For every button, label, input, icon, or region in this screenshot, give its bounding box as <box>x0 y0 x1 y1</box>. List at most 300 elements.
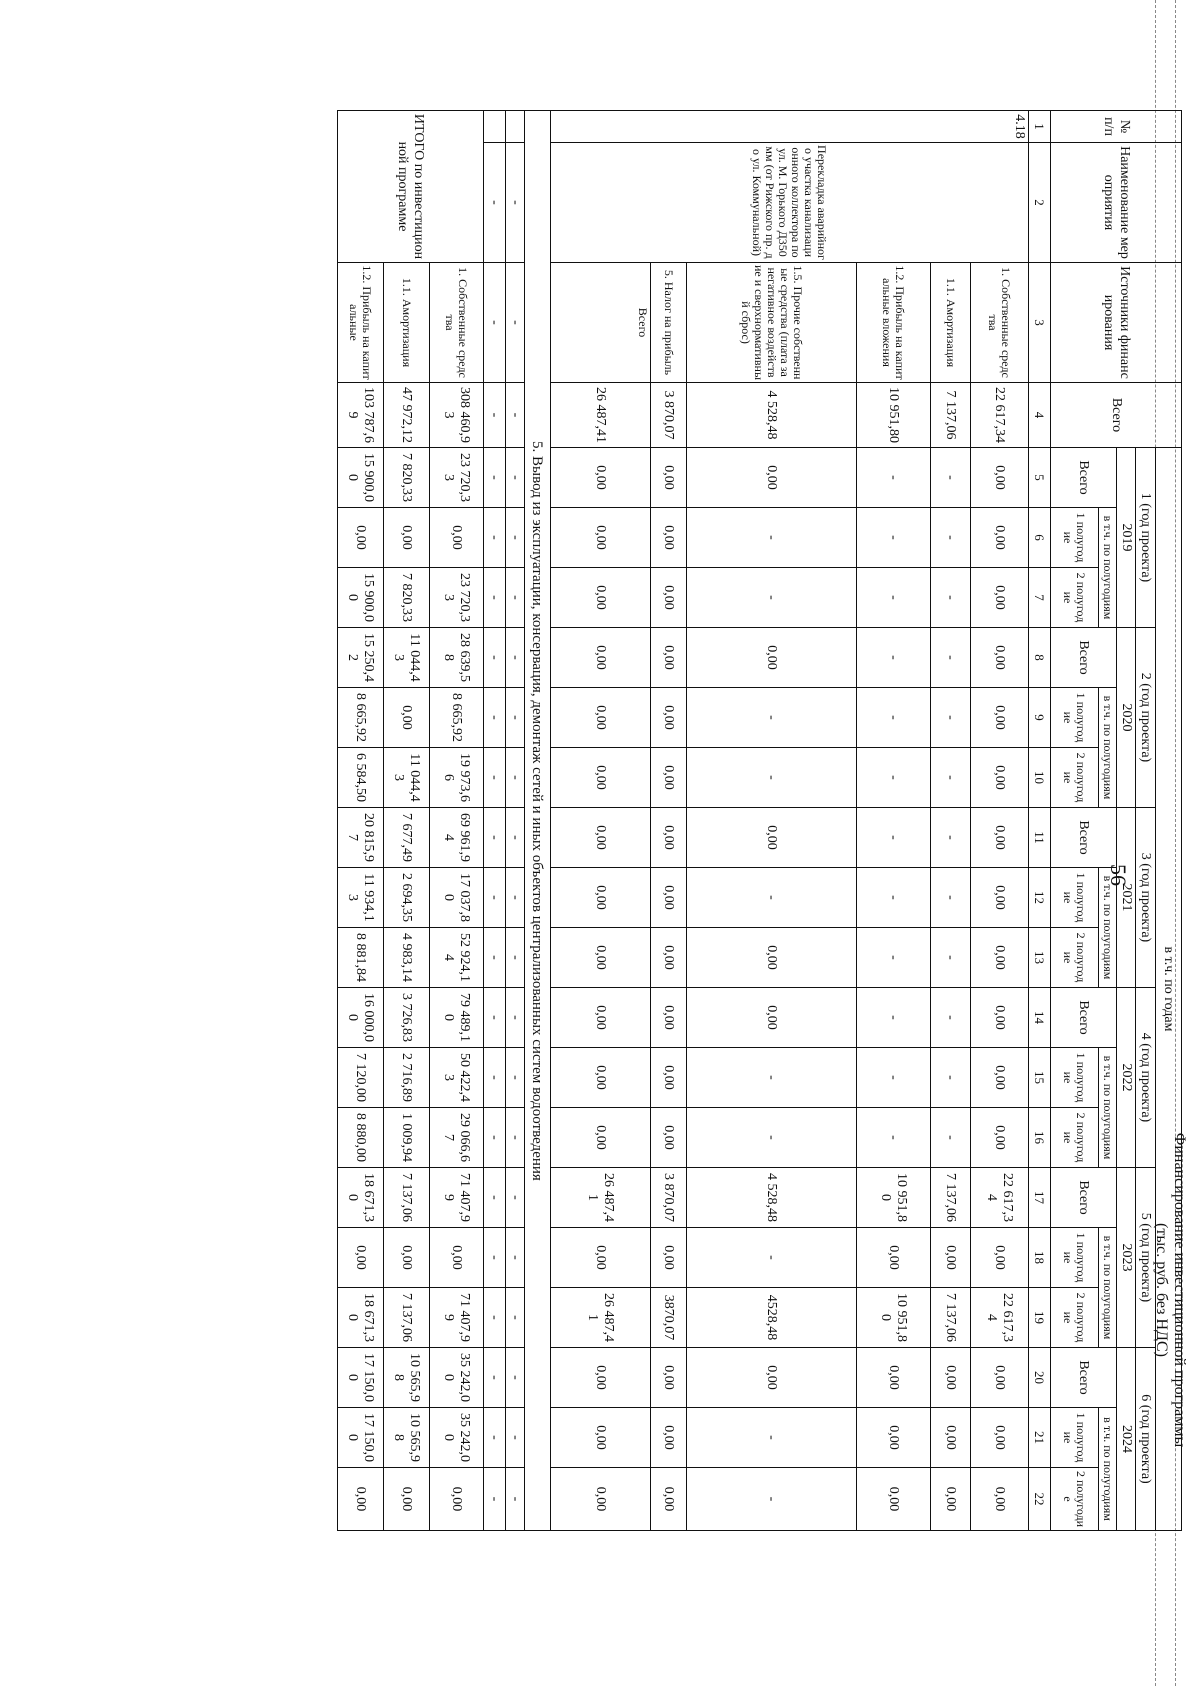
value-cell: - <box>857 628 931 688</box>
section-5-heading: 5. Вывод из эксплуатации, консервация, демонтаж сетей и иных объектов централизованных систем водоотведения <box>525 111 551 1531</box>
value-cell: - <box>687 508 857 568</box>
value-cell: - <box>687 1048 857 1108</box>
value-cell: 0,00 <box>651 988 687 1048</box>
value-cell: 0,00 <box>384 508 430 568</box>
value-cell: 0,00 <box>971 568 1029 628</box>
dash-cell: - <box>484 508 506 568</box>
dash-cell: - <box>506 988 525 1048</box>
value-cell: 0,00 <box>551 1408 651 1468</box>
value-cell: 29 066,67 <box>430 1108 484 1168</box>
column-number: 1 <box>1029 111 1051 143</box>
value-cell: 0,00 <box>651 808 687 868</box>
header-year-value: 2023 <box>1117 1168 1136 1348</box>
column-number: 18 <box>1029 1228 1051 1288</box>
header-by-half: в т.ч. по полугодиям <box>1099 688 1117 808</box>
value-cell: 3 870,07 <box>651 383 687 448</box>
value-cell: 3870,07 <box>651 1288 687 1348</box>
value-cell: 7 137,06 <box>384 1168 430 1228</box>
value-cell: 0,00 <box>687 628 857 688</box>
value-cell: - <box>687 688 857 748</box>
value-cell: 71 407,99 <box>430 1168 484 1228</box>
value-cell: 0,00 <box>551 1348 651 1408</box>
value-cell: - <box>931 688 971 748</box>
value-cell: - <box>857 808 931 868</box>
column-number: 19 <box>1029 1288 1051 1348</box>
value-cell: - <box>857 1048 931 1108</box>
dash-cell: - <box>506 448 525 508</box>
table-row <box>651 111 687 1531</box>
header-total: Всего <box>1051 383 1182 448</box>
value-cell: 1 009,94 <box>384 1108 430 1168</box>
header-by-years: в т.ч. по годам <box>1156 448 1182 1531</box>
table-units: (тыс. руб. без НДС) <box>1153 1223 1170 1357</box>
value-cell: - <box>857 448 931 508</box>
dash-cell: - <box>484 748 506 808</box>
header-year-total: Всего <box>1051 1348 1117 1408</box>
value-cell: 10 565,98 <box>384 1348 430 1408</box>
column-number: 11 <box>1029 808 1051 868</box>
header-year-value: 2022 <box>1117 988 1136 1168</box>
value-cell: 0,00 <box>384 688 430 748</box>
header-by-half: в т.ч. по полугодиям <box>1099 1408 1117 1531</box>
value-cell: 52 924,14 <box>430 928 484 988</box>
header-by-half: в т.ч. по полугодиям <box>1099 1048 1117 1168</box>
header-year-total: Всего <box>1051 808 1117 868</box>
header-year-value: 2021 <box>1117 808 1136 988</box>
dash-cell: - <box>484 628 506 688</box>
dash-cell: - <box>484 448 506 508</box>
value-cell: 0,00 <box>430 1468 484 1531</box>
value-cell: 3 870,07 <box>651 1168 687 1228</box>
header-year-value: 2020 <box>1117 628 1136 808</box>
dash-cell: - <box>506 1168 525 1228</box>
header-year-2: 2 (год проекта) <box>1136 628 1156 808</box>
column-number: 15 <box>1029 1048 1051 1108</box>
value-cell: 28 639,58 <box>430 628 484 688</box>
header-name: Наименование мероприятия <box>1051 143 1182 263</box>
value-cell: - <box>687 1228 857 1288</box>
value-cell: 17 037,80 <box>430 868 484 928</box>
value-cell: 0,00 <box>857 1468 931 1531</box>
value-cell: - <box>857 688 931 748</box>
value-cell: 0,00 <box>971 748 1029 808</box>
value-cell: 8 665,92 <box>430 688 484 748</box>
value-cell: 0,00 <box>551 1108 651 1168</box>
table-row <box>338 111 384 1531</box>
value-cell: 0,00 <box>971 508 1029 568</box>
value-cell: 0,00 <box>551 928 651 988</box>
source-cell: 1.2. Прибыль на капитальные <box>338 263 384 383</box>
value-cell: 0,00 <box>551 988 651 1048</box>
value-cell: - <box>857 928 931 988</box>
value-cell: 0,00 <box>971 1108 1029 1168</box>
column-number: 21 <box>1029 1408 1051 1468</box>
value-cell: 79 489,10 <box>430 988 484 1048</box>
value-cell: 15 900,00 <box>338 568 384 628</box>
value-cell: - <box>931 868 971 928</box>
dash-cell: - <box>506 1348 525 1408</box>
value-cell: 0,00 <box>651 688 687 748</box>
value-cell: 11 934,13 <box>338 868 384 928</box>
value-cell: 308 460,93 <box>430 383 484 448</box>
value-cell: 0,00 <box>651 448 687 508</box>
value-cell: 0,00 <box>651 508 687 568</box>
value-cell: 0,00 <box>651 928 687 988</box>
value-cell: 8 881,84 <box>338 928 384 988</box>
value-cell: 0,00 <box>551 868 651 928</box>
column-number: 16 <box>1029 1108 1051 1168</box>
header-half-2: 2 полугодие <box>1051 1468 1099 1531</box>
value-cell: 7 677,49 <box>384 808 430 868</box>
value-cell: 7 820,33 <box>384 568 430 628</box>
value-cell: 0,00 <box>651 628 687 688</box>
header-half-2: 2 полугодие <box>1051 928 1099 988</box>
dash-cell: - <box>484 1408 506 1468</box>
value-cell: 6 584,50 <box>338 748 384 808</box>
value-cell: 50 422,43 <box>430 1048 484 1108</box>
source-cell: Всего <box>551 263 651 383</box>
value-cell: 0,00 <box>971 1228 1029 1288</box>
column-number: 3 <box>1029 263 1051 383</box>
header-half-2: 2 полугодие <box>1051 748 1099 808</box>
dash-cell: - <box>484 928 506 988</box>
value-cell: 0,00 <box>651 1228 687 1288</box>
dash-cell: - <box>506 1108 525 1168</box>
value-cell: 2 694,35 <box>384 868 430 928</box>
column-number: 7 <box>1029 568 1051 628</box>
header-num: № п/п <box>1051 111 1182 143</box>
value-cell: 35 242,00 <box>430 1408 484 1468</box>
value-cell: 0,00 <box>551 568 651 628</box>
dash-cell: - <box>484 1288 506 1348</box>
dash-cell: - <box>484 808 506 868</box>
dash-cell: - <box>506 383 525 448</box>
dash-cell: - <box>506 688 525 748</box>
value-cell: 0,00 <box>687 1348 857 1408</box>
total-label: ИТОГО по инвестиционной программе <box>338 111 484 263</box>
value-cell: 3 726,83 <box>384 988 430 1048</box>
value-cell: 17 150,00 <box>338 1348 384 1408</box>
header-source: Источники финансирования <box>1051 263 1182 383</box>
value-cell: 8 880,00 <box>338 1108 384 1168</box>
page-number: 56 <box>1106 864 1131 886</box>
value-cell: 0,00 <box>931 1408 971 1468</box>
value-cell: 0,00 <box>651 1348 687 1408</box>
value-cell: 10 951,80 <box>857 1168 931 1228</box>
value-cell: 0,00 <box>971 1048 1029 1108</box>
value-cell: 22 617,34 <box>971 1288 1029 1348</box>
dash-cell: - <box>484 1468 506 1531</box>
value-cell: - <box>931 568 971 628</box>
value-cell: 0,00 <box>971 988 1029 1048</box>
value-cell: - <box>687 748 857 808</box>
value-cell: 0,00 <box>651 1048 687 1108</box>
value-cell: 16 000,00 <box>338 988 384 1048</box>
value-cell: - <box>857 508 931 568</box>
value-cell: 0,00 <box>687 448 857 508</box>
column-number: 10 <box>1029 748 1051 808</box>
header-half-1: 1 полугодие <box>1051 868 1099 928</box>
value-cell: - <box>931 1108 971 1168</box>
value-cell: - <box>687 868 857 928</box>
column-number: 12 <box>1029 868 1051 928</box>
column-number-row <box>1029 111 1051 1531</box>
column-number: 4 <box>1029 383 1051 448</box>
value-cell: 10 951,80 <box>857 1288 931 1348</box>
table-row <box>384 111 430 1531</box>
table-row <box>484 111 506 1531</box>
value-cell: 0,00 <box>651 748 687 808</box>
value-cell: - <box>931 928 971 988</box>
value-cell: - <box>687 1108 857 1168</box>
value-cell: 0,00 <box>971 1468 1029 1531</box>
value-cell: 0,00 <box>338 508 384 568</box>
value-cell: - <box>931 988 971 1048</box>
dash-cell: - <box>506 1048 525 1108</box>
column-number: 8 <box>1029 628 1051 688</box>
value-cell: 0,00 <box>551 808 651 868</box>
dash-cell: - <box>484 1168 506 1228</box>
dash-cell: - <box>484 263 506 383</box>
value-cell: 0,00 <box>857 1408 931 1468</box>
dash-cell: - <box>506 808 525 868</box>
table-row <box>857 111 931 1531</box>
header-year-total: Всего <box>1051 628 1117 688</box>
value-cell: 22 617,34 <box>971 1168 1029 1228</box>
header-half-2: 2 полугодие <box>1051 1108 1099 1168</box>
table-row <box>525 111 551 1531</box>
table-row <box>430 111 484 1531</box>
value-cell: 0,00 <box>551 1228 651 1288</box>
table-row <box>931 111 971 1531</box>
header-year-value: 2024 <box>1117 1348 1136 1531</box>
value-cell: 69 961,94 <box>430 808 484 868</box>
value-cell: 103 787,69 <box>338 383 384 448</box>
value-cell: 0,00 <box>971 628 1029 688</box>
value-cell: 11 044,43 <box>384 748 430 808</box>
value-cell: 0,00 <box>551 688 651 748</box>
value-cell: 17 150,00 <box>338 1408 384 1468</box>
value-cell: 7 137,06 <box>931 1288 971 1348</box>
value-cell: 0,00 <box>384 1228 430 1288</box>
dash-cell: - <box>506 628 525 688</box>
dash-cell: - <box>484 988 506 1048</box>
value-cell: 0,00 <box>687 808 857 868</box>
value-cell: 0,00 <box>651 1108 687 1168</box>
value-cell: 0,00 <box>857 1228 931 1288</box>
value-cell: - <box>931 628 971 688</box>
value-cell: 0,00 <box>430 508 484 568</box>
value-cell: 10 565,98 <box>384 1408 430 1468</box>
value-cell: 8 665,92 <box>338 688 384 748</box>
header-year-total: Всего <box>1051 1168 1117 1228</box>
dash-cell: - <box>506 1468 525 1531</box>
header-half-1: 1 полугодие <box>1051 1228 1099 1288</box>
value-cell: 0,00 <box>551 1468 651 1531</box>
value-cell: 0,00 <box>338 1228 384 1288</box>
column-number: 13 <box>1029 928 1051 988</box>
source-cell: 1.5. Прочие собственные средства (плата за негативное воздействие и сверхнормативный сброс) <box>687 263 857 383</box>
header-by-half: в т.ч. по полугодиям <box>1099 868 1117 988</box>
table-row <box>971 111 1029 1531</box>
source-cell: 5. Налог на прибыль <box>651 263 687 383</box>
header-half-1: 1 полугодие <box>1051 688 1099 748</box>
value-cell: - <box>687 1408 857 1468</box>
value-cell: 10 951,80 <box>857 383 931 448</box>
financing-table <box>337 110 1182 1531</box>
value-cell: 35 242,00 <box>430 1348 484 1408</box>
value-cell: - <box>687 1468 857 1531</box>
value-cell: 26 487,41 <box>551 383 651 448</box>
value-cell: 0,00 <box>551 748 651 808</box>
table-row <box>551 111 651 1531</box>
value-cell: 0,00 <box>651 568 687 628</box>
source-cell: 1.1. Амортизация <box>931 263 971 383</box>
value-cell: - <box>857 1108 931 1168</box>
value-cell: 0,00 <box>551 448 651 508</box>
dash-cell: - <box>484 383 506 448</box>
column-number: 17 <box>1029 1168 1051 1228</box>
dash-cell: - <box>484 688 506 748</box>
value-cell: - <box>857 748 931 808</box>
value-cell: - <box>857 868 931 928</box>
value-cell: 0,00 <box>687 928 857 988</box>
dash-cell: - <box>484 868 506 928</box>
table-title: Финансирование инвестиционной программы <box>1171 1132 1188 1448</box>
value-cell: 7 820,33 <box>384 448 430 508</box>
value-cell: 0,00 <box>338 1468 384 1531</box>
value-cell: 4 528,48 <box>687 1168 857 1228</box>
value-cell: 26 487,41 <box>551 1168 651 1228</box>
value-cell: 0,00 <box>971 868 1029 928</box>
value-cell: 0,00 <box>384 1468 430 1531</box>
source-cell: 1. Собственные средства <box>430 263 484 383</box>
value-cell: 23 720,33 <box>430 448 484 508</box>
value-cell: 26 487,41 <box>551 1288 651 1348</box>
value-cell: 7 120,00 <box>338 1048 384 1108</box>
value-cell: 19 973,66 <box>430 748 484 808</box>
dash-cell: - <box>506 508 525 568</box>
value-cell: 0,00 <box>651 868 687 928</box>
value-cell: 2 716,89 <box>384 1048 430 1108</box>
value-cell: 20 815,97 <box>338 808 384 868</box>
header-half-1: 1 полугодие <box>1051 508 1099 568</box>
value-cell: 0,00 <box>651 1468 687 1531</box>
value-cell: - <box>857 988 931 1048</box>
value-cell: 0,00 <box>551 628 651 688</box>
header-year-5: 5 (год проекта) <box>1136 1168 1156 1348</box>
value-cell: 11 044,43 <box>384 628 430 688</box>
value-cell: 18 671,30 <box>338 1168 384 1228</box>
value-cell: 22 617,34 <box>971 383 1029 448</box>
value-cell: 0,00 <box>857 1348 931 1408</box>
value-cell: 4 983,14 <box>384 928 430 988</box>
header-half-2: 2 полугодие <box>1051 1288 1099 1348</box>
header-half-2: 2 полугодие <box>1051 568 1099 628</box>
value-cell: - <box>687 568 857 628</box>
value-cell: 0,00 <box>971 688 1029 748</box>
value-cell: 7 137,06 <box>931 383 971 448</box>
project-num: 4.18 <box>551 111 1029 143</box>
value-cell: 0,00 <box>971 928 1029 988</box>
value-cell: - <box>931 448 971 508</box>
project-name: Перекладка аварийного участка канализационного коллектора по ул. М. Горького Д350 мм (от Рижского пр. до ул. Коммунальной) <box>551 143 1029 263</box>
dash-cell: - <box>506 568 525 628</box>
value-cell: 0,00 <box>971 808 1029 868</box>
column-number: 14 <box>1029 988 1051 1048</box>
dash-cell: - <box>484 143 506 263</box>
column-number: 5 <box>1029 448 1051 508</box>
dash-cell: - <box>484 568 506 628</box>
value-cell: - <box>931 748 971 808</box>
value-cell: 71 407,99 <box>430 1288 484 1348</box>
value-cell: 4 528,48 <box>687 383 857 448</box>
header-year-3: 3 (год проекта) <box>1136 808 1156 988</box>
value-cell: 0,00 <box>430 1228 484 1288</box>
header-year-4: 4 (год проекта) <box>1136 988 1156 1168</box>
value-cell: 0,00 <box>687 988 857 1048</box>
dash-cell: - <box>506 868 525 928</box>
empty-cell <box>506 111 525 143</box>
dash-cell: - <box>484 1348 506 1408</box>
dash-cell: - <box>506 1408 525 1468</box>
column-number: 20 <box>1029 1348 1051 1408</box>
value-cell: 15 250,42 <box>338 628 384 688</box>
dash-cell: - <box>484 1228 506 1288</box>
dash-cell: - <box>506 748 525 808</box>
value-cell: 15 900,00 <box>338 448 384 508</box>
column-number: 22 <box>1029 1468 1051 1531</box>
value-cell: 4528,48 <box>687 1288 857 1348</box>
header-half-1: 1 полугодие <box>1051 1408 1099 1468</box>
dash-cell: - <box>506 1228 525 1288</box>
column-number: 6 <box>1029 508 1051 568</box>
value-cell: 0,00 <box>971 1348 1029 1408</box>
table-row <box>687 111 857 1531</box>
value-cell: - <box>931 1048 971 1108</box>
dash-cell: - <box>506 263 525 383</box>
header-half-1: 1 полугодие <box>1051 1048 1099 1108</box>
value-cell: 0,00 <box>931 1348 971 1408</box>
value-cell: 23 720,33 <box>430 568 484 628</box>
value-cell: 7 137,06 <box>931 1168 971 1228</box>
header-year-value: 2019 <box>1117 448 1136 628</box>
value-cell: 0,00 <box>551 1048 651 1108</box>
column-number: 9 <box>1029 688 1051 748</box>
value-cell: 47 972,12 <box>384 383 430 448</box>
header-year-1: 1 (год проекта) <box>1136 448 1156 628</box>
rotated-page-content <box>220 110 1200 1640</box>
value-cell: 0,00 <box>971 1408 1029 1468</box>
value-cell: - <box>931 808 971 868</box>
table-row <box>506 111 525 1531</box>
dash-cell: - <box>484 1108 506 1168</box>
dash-cell: - <box>506 143 525 263</box>
value-cell: 0,00 <box>551 508 651 568</box>
value-cell: - <box>931 508 971 568</box>
value-cell: 0,00 <box>651 1408 687 1468</box>
column-number: 2 <box>1029 143 1051 263</box>
value-cell: 0,00 <box>931 1468 971 1531</box>
empty-cell <box>484 111 506 143</box>
header-by-half: в т.ч. по полугодиям <box>1099 508 1117 628</box>
value-cell: 0,00 <box>971 448 1029 508</box>
header-year-6: 6 (год проекта) <box>1136 1348 1156 1531</box>
dash-cell: - <box>506 1288 525 1348</box>
value-cell: 7 137,06 <box>384 1288 430 1348</box>
dash-cell: - <box>506 928 525 988</box>
source-cell: 1. Собственные средства <box>971 263 1029 383</box>
